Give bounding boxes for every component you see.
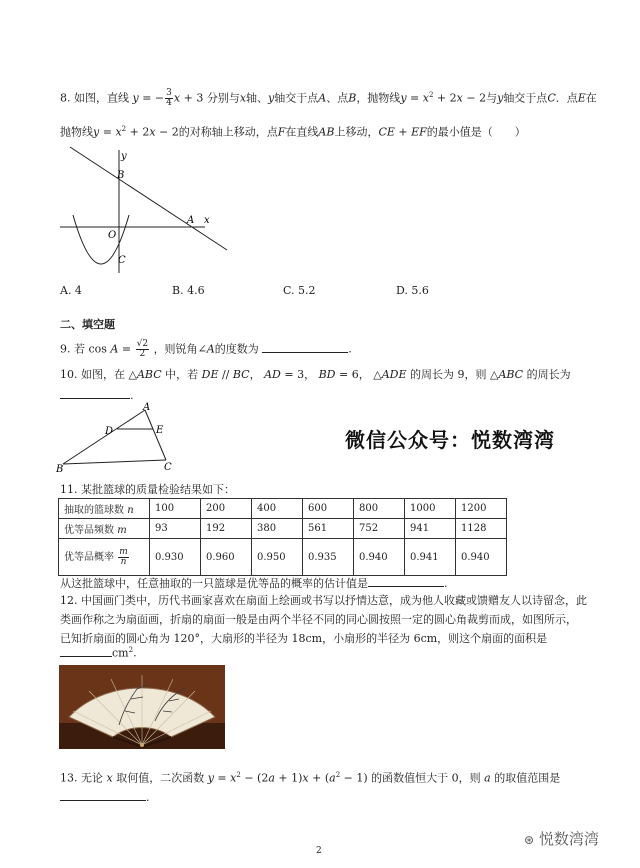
q13-text: 13. 无论 xyxy=(60,771,103,785)
wechat-icon: ⊛ xyxy=(524,833,535,847)
q8-line1: 8. 如图，直线 y = − $\frac{3}{4}$ x + 3 分别与x轴、y轴交于点A、点B，抛物线$y = x^2 + 2x - 2$与y轴交于点C．点E在 xyxy=(60,88,597,109)
q10-text: . xyxy=(130,389,134,402)
fraction: $\frac{√2}{2}$ xyxy=(136,339,149,359)
q9-text: . xyxy=(348,342,352,356)
q13-text: 取何值，二次函数 xyxy=(116,771,205,785)
q12-text: . xyxy=(133,646,137,660)
q8-figure xyxy=(55,145,235,275)
fraction: $\frac{3}{4}$ xyxy=(166,88,172,109)
q11-table xyxy=(58,498,507,576)
watermark: 微信公众号：悦数湾湾 xyxy=(345,428,555,452)
q11-answer-blank[interactable] xyxy=(368,576,444,587)
q9-text: 的度数为 xyxy=(214,342,259,356)
table-cell: 1128 xyxy=(456,519,507,539)
q13-line1: 13. 无论 x 取何值，二次函数 $y = x^2 - (2a + 1)x + (a^2 - 1)$ 的函数值恒大于 0，则 a 的取值范围是 xyxy=(60,771,561,785)
q8-text: 轴、 xyxy=(246,91,269,105)
q8-text: 在 xyxy=(585,91,597,105)
q12-unit: cm xyxy=(112,646,129,660)
table-cell: 0.930 xyxy=(150,539,201,576)
q8-text: 8. 如图，直线 xyxy=(60,91,129,105)
q8-text: 在直线 xyxy=(285,125,319,139)
q13-text: 的函数值恒大于 0，则 xyxy=(371,771,481,785)
q12-line2: 类画作称之为扇面画，折扇的扇面一般是由两个半径不同的同心圆按照一定的圆心角裁剪而成，如图所示， xyxy=(60,613,577,626)
table-cell: 1200 xyxy=(456,499,507,519)
q13-text: 的取值范围是 xyxy=(494,771,561,785)
table-cell: 0.940 xyxy=(354,539,405,576)
q11-text: 从这批篮球中，任意抽取的一只篮球是优等品的概率的估计值是 xyxy=(60,577,368,590)
q10-text: ， xyxy=(358,368,370,381)
q10-text: 的周长为 xyxy=(526,368,571,381)
row-label: 优等品频数 m xyxy=(59,519,150,539)
table-row xyxy=(59,539,507,576)
q8-text: 轴交于点 xyxy=(503,91,548,105)
table-cell: 1000 xyxy=(405,499,456,519)
q13-line2 xyxy=(60,790,150,805)
brand-logo xyxy=(524,828,599,849)
q8-text: ，抛物线 xyxy=(356,91,401,105)
q8-text: 的对称轴上移动，点 xyxy=(178,125,278,139)
table-cell: 200 xyxy=(201,499,252,519)
row-label: 优等品概率 $\frac{m}{n}$ xyxy=(59,539,150,576)
table-cell: 0.935 xyxy=(303,539,354,576)
label-b: B xyxy=(117,170,125,181)
q10-text: 的周长为 9，则 xyxy=(409,368,487,381)
logo-text: 悦数湾湾 xyxy=(538,830,599,848)
table-cell: 561 xyxy=(303,519,354,539)
table-cell: 941 xyxy=(405,519,456,539)
q12-line3: 已知折扇面的圆心角为 120°，大扇形的半径为 18cm，小扇形的半径为 6cm，则这个扇面的面积是 xyxy=(60,632,548,645)
q8-text: 轴交于点 xyxy=(274,91,319,105)
line-ab xyxy=(70,147,227,250)
q9-line: 9. 若 cos A = $\frac{√2}{2}$ ，则锐角∠A的度数为 . xyxy=(60,339,352,359)
side-ab xyxy=(63,410,145,464)
table-cell: 0.950 xyxy=(252,539,303,576)
table-cell: 800 xyxy=(354,499,405,519)
q11-text: . xyxy=(444,577,448,590)
table-cell: 93 xyxy=(150,519,201,539)
q8-option-d[interactable]: D. 5.6 xyxy=(396,284,429,297)
table-cell: 0.940 xyxy=(456,539,507,576)
label-b: B xyxy=(56,464,64,474)
label-c: C xyxy=(164,462,172,473)
label-y: y xyxy=(121,151,127,162)
table-cell: 752 xyxy=(354,519,405,539)
q8-text: 抛物线 xyxy=(60,125,93,139)
q10-text: ， xyxy=(304,368,316,381)
q10-line2 xyxy=(60,388,134,403)
q8-text: 与 xyxy=(486,91,498,105)
q12-answer-blank[interactable] xyxy=(60,646,112,657)
table-cell: 600 xyxy=(303,499,354,519)
table-cell: 0.941 xyxy=(405,539,456,576)
label-c: C xyxy=(118,255,126,266)
q8-line2: 抛物线$y = x^2 + 2x - 2$的对称轴上移动，点F在直线AB上移动，CE + EF的最小值是（ ） xyxy=(60,125,526,139)
label-d: D xyxy=(105,426,114,437)
q9-text: 9. 若 xyxy=(60,342,85,356)
fan-painting-image xyxy=(59,665,225,749)
q13-answer-blank[interactable] xyxy=(60,790,146,801)
section-heading: 二、填空题 xyxy=(60,318,115,331)
q8-text: 分别与 xyxy=(206,91,240,105)
table-cell: 0.960 xyxy=(201,539,252,576)
q9-answer-blank[interactable] xyxy=(262,342,348,353)
label-e: E xyxy=(156,425,164,436)
q8-option-c[interactable]: C. 5.2 xyxy=(283,284,316,297)
q8-text: 、点 xyxy=(326,91,349,105)
q8-option-a[interactable]: A. 4 xyxy=(60,284,82,297)
q10-figure xyxy=(55,402,185,474)
q10-answer-blank[interactable] xyxy=(60,388,130,399)
page-number: 2 xyxy=(316,846,322,856)
table-row xyxy=(59,519,507,539)
q9-text: ，则锐角 xyxy=(153,342,198,356)
label-o: O xyxy=(108,230,117,241)
q8-text: ．点 xyxy=(555,91,578,105)
q10-text: ， xyxy=(249,368,261,381)
q8-text: 的最小值是（ ） xyxy=(426,125,526,139)
q10-text: 中，若 xyxy=(165,368,199,381)
fan-illustration xyxy=(59,665,225,749)
q11-question xyxy=(60,576,448,591)
q8-option-b[interactable]: B. 4.6 xyxy=(172,284,205,297)
fraction: $\frac{m}{n}$ xyxy=(119,546,128,567)
table-cell: 400 xyxy=(252,499,303,519)
q11-title: 11. 某批篮球的质量检验结果如下： xyxy=(60,483,235,496)
label-a: A xyxy=(187,215,195,226)
table-cell: 192 xyxy=(201,519,252,539)
side-bc xyxy=(63,460,166,464)
q13-text: . xyxy=(146,791,150,804)
q12-line1: 12. 中国画门类中，历代书画家喜欢在扇面上绘画或书写以抒情达意，成为他人收藏或馈赠友人以诗留念，此 xyxy=(60,594,587,607)
q10-line1: 10. 如图，在 △ABC 中，若 DE // BC， AD = 3， BD = 6， △ADE 的周长为 9，则 △ABC 的周长为 xyxy=(60,368,571,381)
label-a: A xyxy=(143,402,151,413)
q12-line4: $cm^2$. xyxy=(60,643,137,661)
row-label: 抽取的篮球数 n xyxy=(59,499,150,519)
table-cell: 380 xyxy=(252,519,303,539)
table-cell: 100 xyxy=(150,499,201,519)
table-row xyxy=(59,499,507,519)
label-x: x xyxy=(204,215,210,226)
q8-text: 上移动， xyxy=(334,125,379,139)
q10-text: 10. 如图，在 xyxy=(60,368,125,381)
